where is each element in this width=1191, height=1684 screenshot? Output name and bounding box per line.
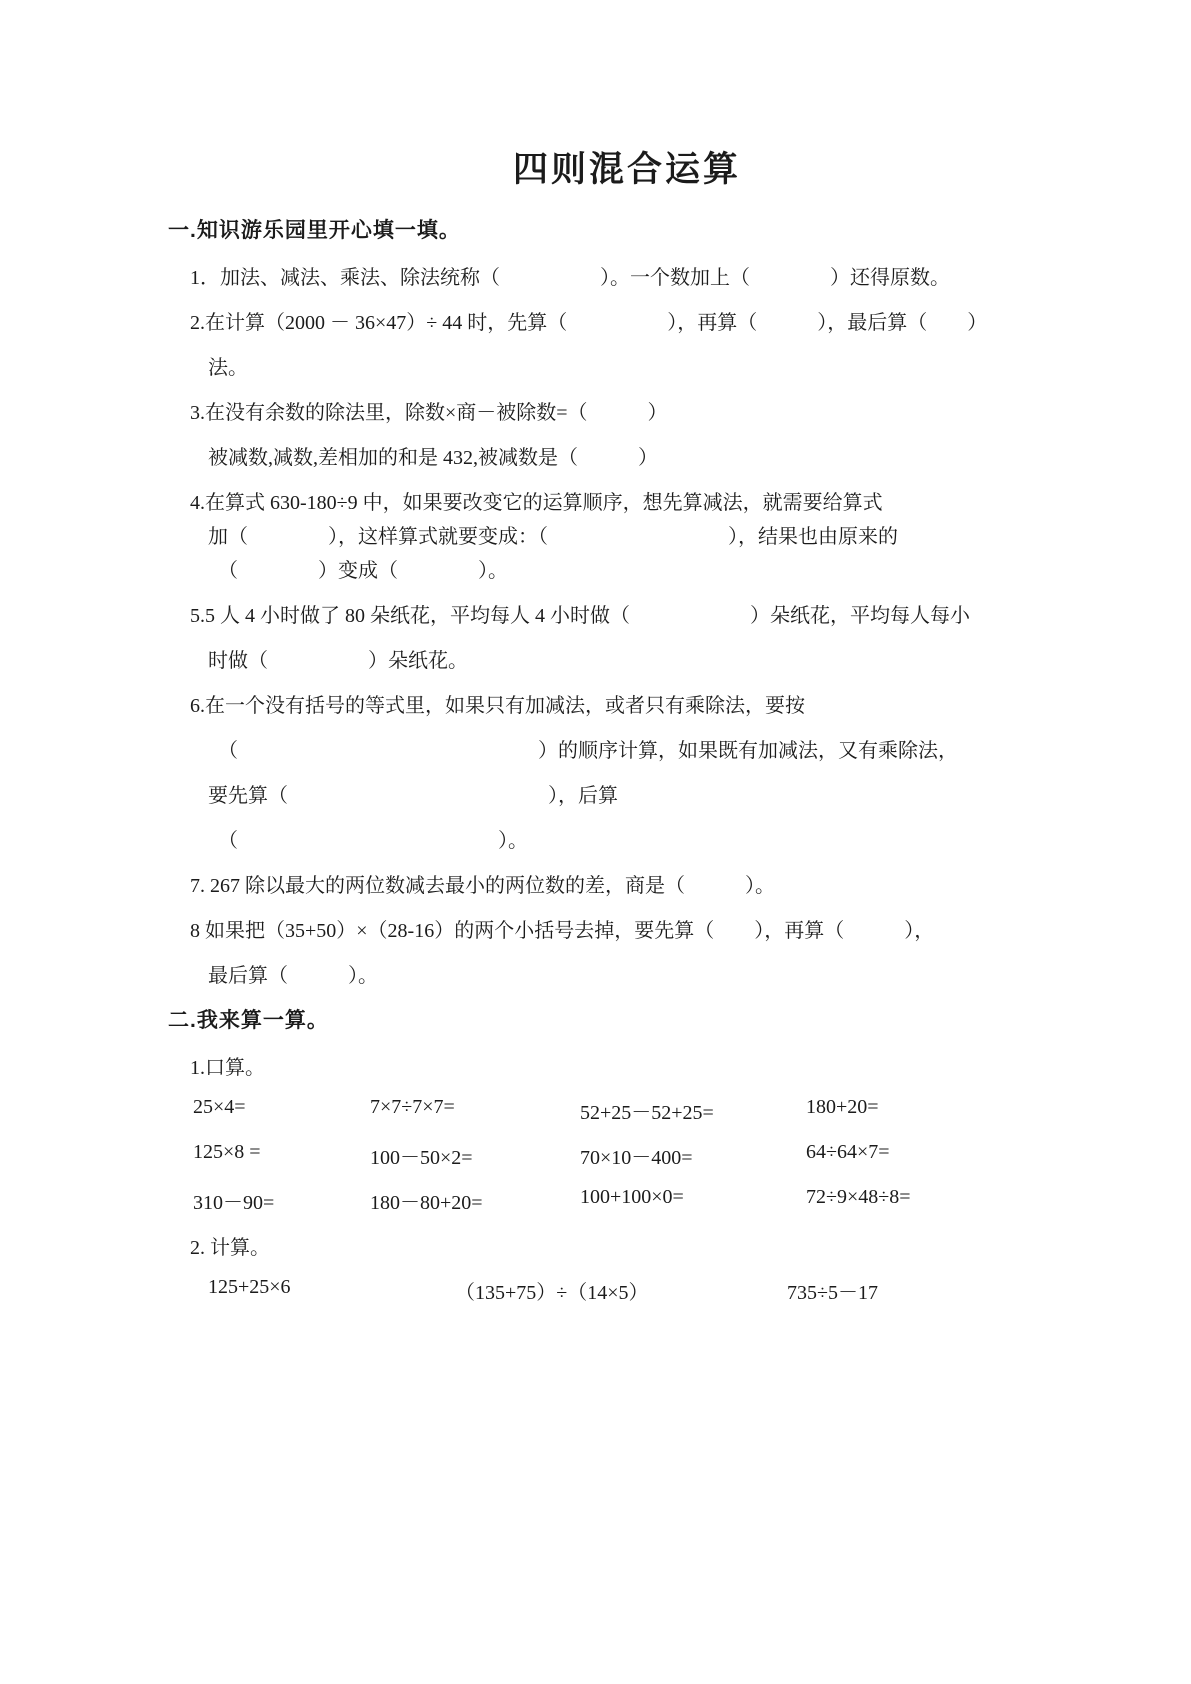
fill-line-5: 5.5 人 4 小时做了 80 朵纸花，平均每人 4 小时做（ ）朵纸花，平均每人每小 — [190, 605, 970, 627]
oral-problem: 180－80+20= — [370, 1192, 483, 1214]
section2-heading: 二.我来算一算。 — [168, 1009, 329, 1032]
oral-problem: 64÷64×7= — [806, 1141, 890, 1163]
fill-line-1: 1．加法、减法、乘法、除法统称（ ）。一个数加上（ ）还得原数。 — [190, 267, 950, 289]
oral-problem: 7×7÷7×7= — [370, 1096, 455, 1118]
oral-label: 1.口算。 — [190, 1057, 265, 1079]
fill-line-5b: 时做（ ）朵纸花。 — [208, 650, 468, 672]
fill-line-2: 2.在计算（2000 － 36×47）÷ 44 时，先算（ ），再算（ ），最后算（ ） — [190, 312, 988, 334]
calc-label: 2. 计算。 — [190, 1237, 270, 1259]
fill-line-6c: 要先算（ ），后算 — [208, 785, 618, 807]
fill-line-6d: （ ）。 — [218, 830, 528, 852]
oral-row-3 — [168, 1186, 1086, 1231]
oral-problem: 100－50×2= — [370, 1147, 473, 1169]
fill-line-2b: 法。 — [208, 357, 248, 379]
oral-problem: 125×8 = — [193, 1141, 261, 1163]
calc-problem: 735÷5－17 — [787, 1282, 878, 1304]
oral-row-2 — [168, 1141, 1086, 1186]
fill-line-3: 3.在没有余数的除法里，除数×商－被除数=（ ） — [190, 402, 668, 424]
oral-problem: 70×10－400= — [580, 1147, 693, 1169]
fill-line-7: 7. 267 除以最大的两位数减去最小的两位数的差，商是（ ）。 — [190, 875, 775, 897]
oral-problem: 310－90= — [193, 1192, 275, 1214]
page-title: 四则混合运算 — [512, 150, 741, 189]
oral-problem: 25×4= — [193, 1096, 246, 1118]
worksheet-content — [168, 148, 1086, 1321]
calc-problem: （135+75）÷（14×5） — [455, 1282, 649, 1304]
fill-line-4: 4.在算式 630-180÷9 中，如果要改变它的运算顺序，想先算减法，就需要给算式 — [190, 492, 883, 514]
fill-line-3b: 被减数,减数,差相加的和是 432,被减数是（ ） — [208, 447, 658, 469]
oral-problem: 100+100×0= — [580, 1186, 684, 1208]
fill-line-8: 8 如果把（35+50）×（28-16）的两个小括号去掉，要先算（ ），再算（ ）， — [190, 920, 935, 942]
oral-problem: 180+20= — [806, 1096, 879, 1118]
fill-line-4c: （ ）变成（ ）。 — [218, 560, 508, 582]
fill-line-6b: （ ）的顺序计算，如果既有加减法，又有乘除法， — [218, 740, 958, 762]
section1-heading: 一.知识游乐园里开心填一填。 — [168, 219, 461, 242]
fill-line-4b: 加（ ），这样算式就要变成：（ ），结果也由原来的 — [208, 526, 898, 548]
fill-line-6: 6.在一个没有括号的等式里，如果只有加减法，或者只有乘除法，要按 — [190, 695, 805, 717]
calc-row — [168, 1276, 1086, 1321]
oral-row-1 — [168, 1096, 1086, 1141]
oral-problem: 72÷9×48÷8= — [806, 1186, 911, 1208]
fill-line-8b: 最后算（ ）。 — [208, 965, 378, 987]
oral-problem: 52+25－52+25= — [580, 1102, 714, 1124]
calc-problem: 125+25×6 — [208, 1276, 291, 1298]
